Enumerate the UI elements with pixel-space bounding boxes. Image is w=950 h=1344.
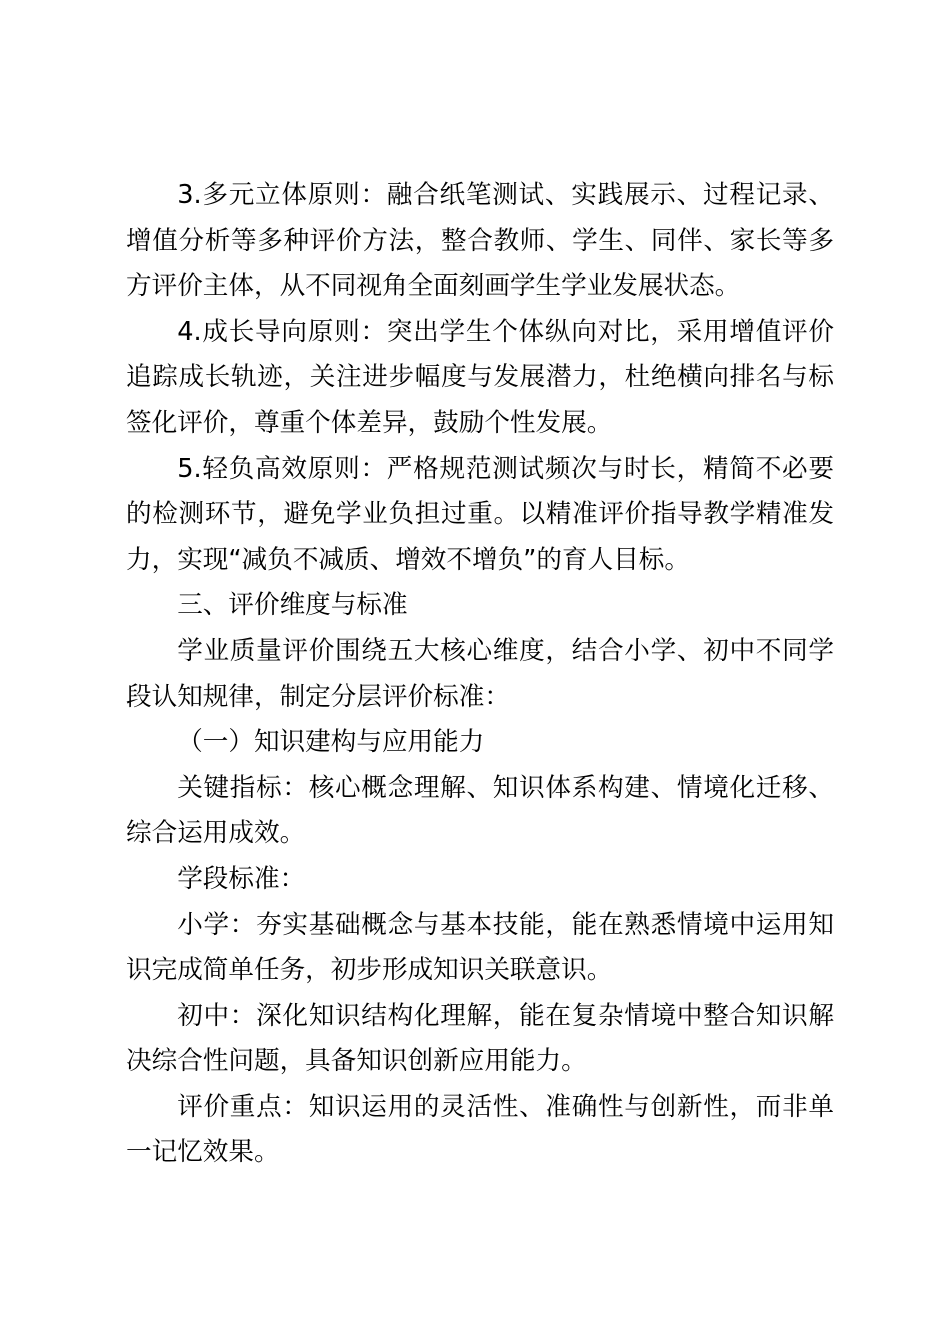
document-body (126, 173, 834, 1176)
primary-school-standard-paragraph: 小学：夯实基础概念与基本技能，能在熟悉情境中运用知识完成简单任务，初步形成知识关联意识。 (126, 909, 834, 986)
evaluation-focus-paragraph: 评价重点：知识运用的灵活性、准确性与创新性，而非单一记忆效果。 (126, 1091, 834, 1168)
principle-3-paragraph: 3.多元立体原则：融合纸笔测试、实践展示、过程记录、增值分析等多种评价方法，整合教师、学生、同伴、家长等多方评价主体，从不同视角全面刻画学生学业发展状态。 (126, 180, 834, 302)
principle-4-paragraph: 4.成长导向原则：突出学生个体纵向对比，采用增值评价追踪成长轨迹，关注进步幅度与发展潜力，杜绝横向排名与标签化评价，尊重个体差异，鼓励个性发展。 (126, 316, 834, 438)
section-3-intro-paragraph: 学业质量评价围绕五大核心维度，结合小学、初中不同学段认知规律，制定分层评价标准： (126, 635, 834, 712)
principle-5-paragraph: 5.轻负高效原则：严格规范测试频次与时长，精简不必要的检测环节，避免学业负担过重。以精准评价指导教学精准发力，实现“减负不减质、增效不增负”的育人目标。 (126, 453, 834, 575)
middle-school-standard-paragraph: 初中：深化知识结构化理解，能在复杂情境中整合知识解决综合性问题，具备知识创新应用能力。 (126, 1000, 834, 1077)
stage-standards-label: 学段标准： (177, 863, 306, 894)
subsection-1-heading: （一）知识建构与应用能力 (177, 727, 485, 758)
key-indicators-paragraph: 关键指标：核心概念理解、知识体系构建、情境化迁移、综合运用成效。 (126, 772, 834, 849)
section-3-heading: 三、评价维度与标准 (177, 590, 408, 621)
